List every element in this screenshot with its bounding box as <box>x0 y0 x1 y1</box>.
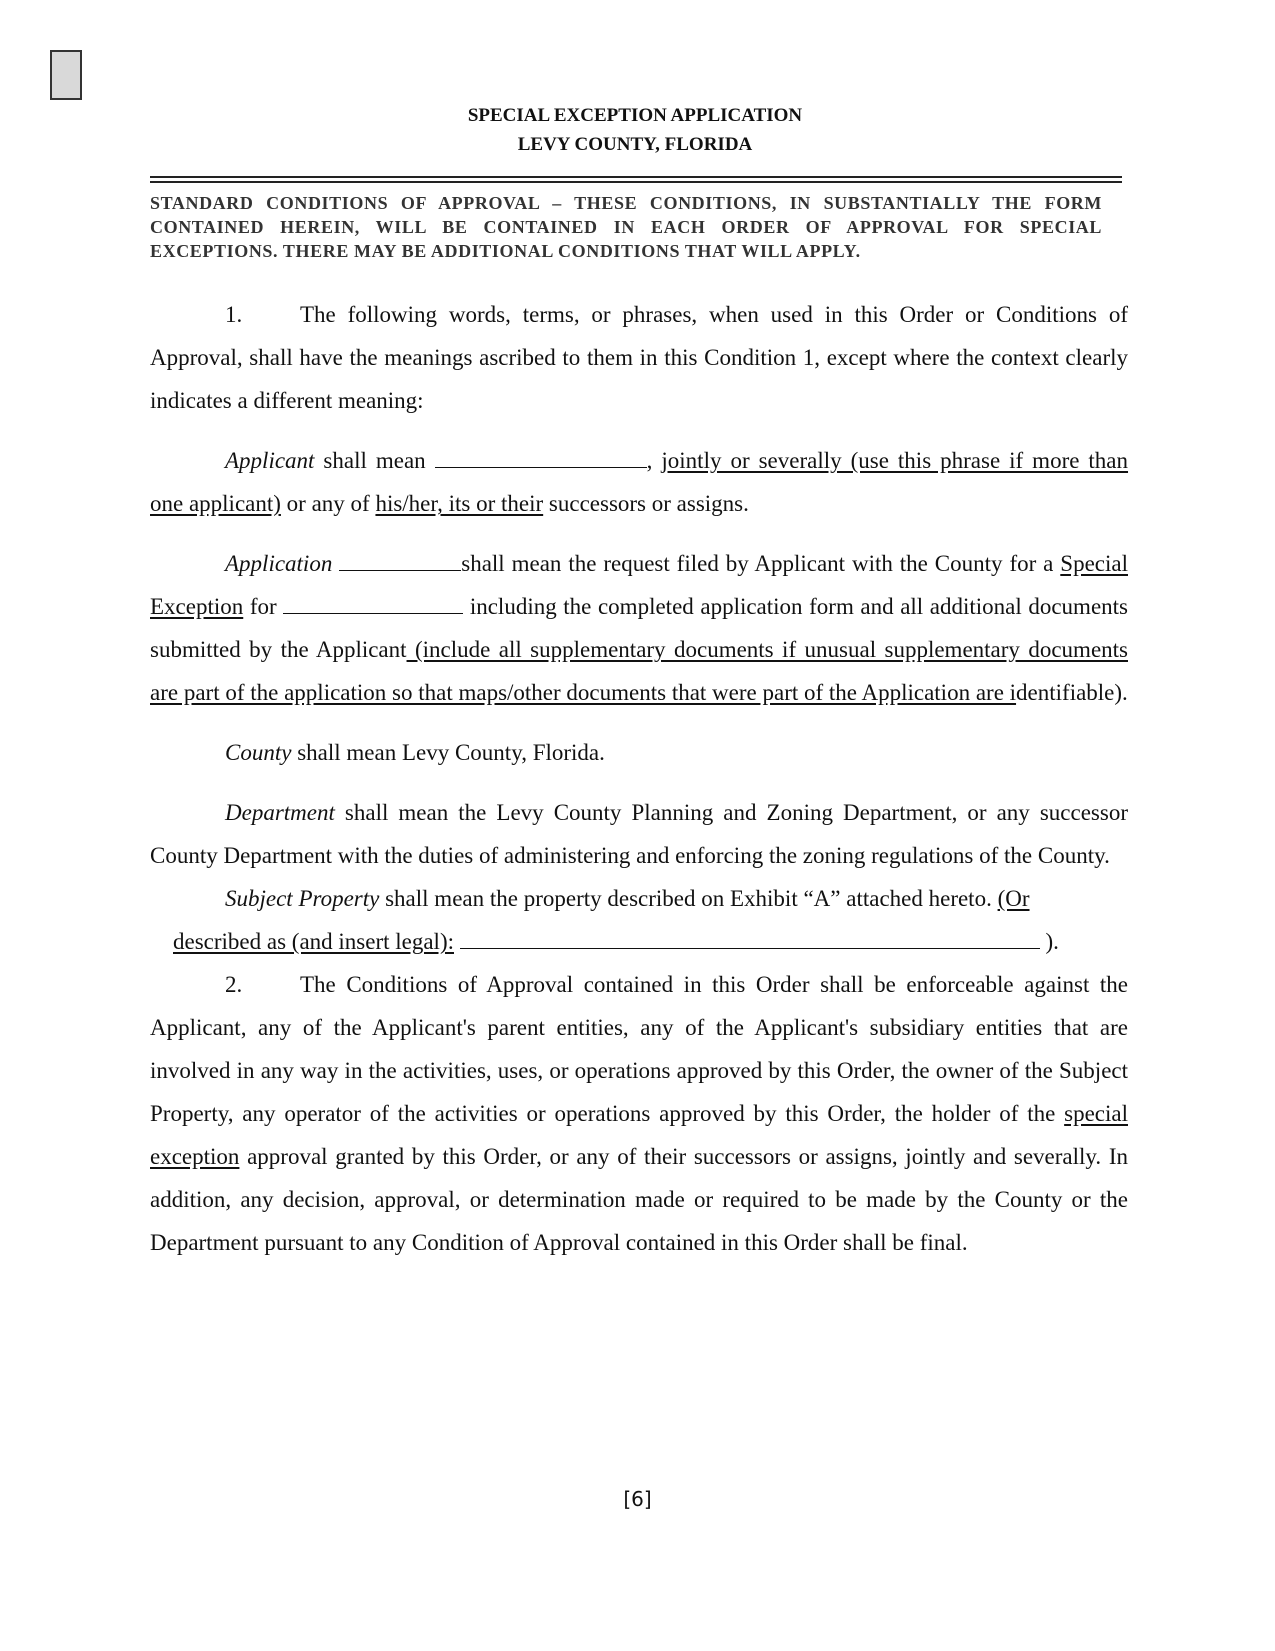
conditions-note: STANDARD CONDITIONS OF APPROVAL – THESE CONDITIONS, IN SUBSTANTIALLY THE FORM CONTAINED HEREIN, WILL BE CONTAINED IN EACH ORDER OF APPROVAL FOR SPECIAL EXCEPTIONS. THERE MAY BE ADDITIONAL CONDITIONS THAT WILL APPLY. <box>150 193 1102 261</box>
definition-county: County shall mean Levy County, Florida. <box>225 740 605 765</box>
special-exception-phrase: Special Exception <box>150 551 1128 619</box>
insert-legal-phrase: described as (and insert legal): <box>173 929 454 954</box>
supplementary-documents-phrase: (include all supplementary documents if unusual supplementary documents are part of the application so that maps/other documents that were part of the Application are i <box>150 637 1128 705</box>
document-body <box>150 293 1128 1264</box>
definition-subject-property: Subject Property shall mean the property described on Exhibit “A” attached hereto. (Or <box>225 886 1030 911</box>
term-applicant: Applicant <box>225 448 315 473</box>
condition-1-text: The following words, terms, or phrases, when used in this Order or Conditions of Approval, shall have the meanings ascribed to them in this Condition 1, except where the context clearly indicates a different meaning: <box>150 302 1128 413</box>
his-her-phrase: his/her, its or their <box>375 491 544 516</box>
special-exception-phrase: special exception <box>150 1101 1128 1169</box>
special-exception-purpose-blank[interactable] <box>283 593 463 614</box>
term-subject-property: Subject Property <box>225 886 380 911</box>
definition-application: Application shall mean the request filed by Applicant with the County for a Special Exception for including the completed application form and all additional documents submitted by the Applicant (include all supplementary documents if unusual supplementary documents are part of the application so that maps/other documents that were part of the Application are identifiable). <box>150 551 1128 705</box>
or-phrase: (Or <box>997 886 1030 911</box>
condition-number: 2. <box>225 972 243 997</box>
condition-number: 1. <box>225 302 243 327</box>
application-number-blank[interactable] <box>339 550 461 571</box>
document-title: SPECIAL EXCEPTION APPLICATION <box>467 105 803 126</box>
definition-applicant: Applicant shall mean , jointly or severally (use this phrase if more than one applicant) or any of his/her, its or their successors or assigns. <box>150 448 1129 516</box>
term-department: Department <box>225 800 335 825</box>
legal-description-blank[interactable] <box>460 928 1040 949</box>
page-number: [6] <box>623 1487 652 1511</box>
header-rule-bottom <box>150 181 1122 183</box>
subject-property-legal-line: described as (and insert legal): ). <box>173 929 1059 954</box>
jointly-severally-phrase: jointly or severally (use this phrase if more than one applicant) <box>150 448 1129 516</box>
condition-1-paragraph <box>150 293 1128 422</box>
header-rule-top <box>150 176 1122 178</box>
term-application: Application <box>225 551 333 576</box>
definition-department: Department shall mean the Levy County Planning and Zoning Department, or any successor County Department with the duties of administering and enforcing the zoning regulations of the County. <box>150 800 1128 868</box>
condition-2-paragraph: 2. The Conditions of Approval contained in this Order shall be enforceable against the Applicant, any of the Applicant's parent entities, any of the Applicant's subsidiary entities that are involved in any way in the activities, uses, or operations approved by this Order, the owner of the Subject Property, any operator of the activities or operations approved by this Order, the holder of the special exception approval granted by this Order, or any of their successors or assigns, jointly and severally. In addition, any decision, approval, or determination made or required to be made by the County or the Department pursuant to any Condition of Approval contained in this Order shall be final. <box>150 963 1128 1264</box>
corner-placeholder-box <box>50 50 82 100</box>
term-county: County <box>225 740 292 765</box>
applicant-name-blank[interactable] <box>435 447 647 468</box>
document-subtitle: LEVY COUNTY, FLORIDA <box>517 134 753 155</box>
document-header <box>150 101 1120 159</box>
